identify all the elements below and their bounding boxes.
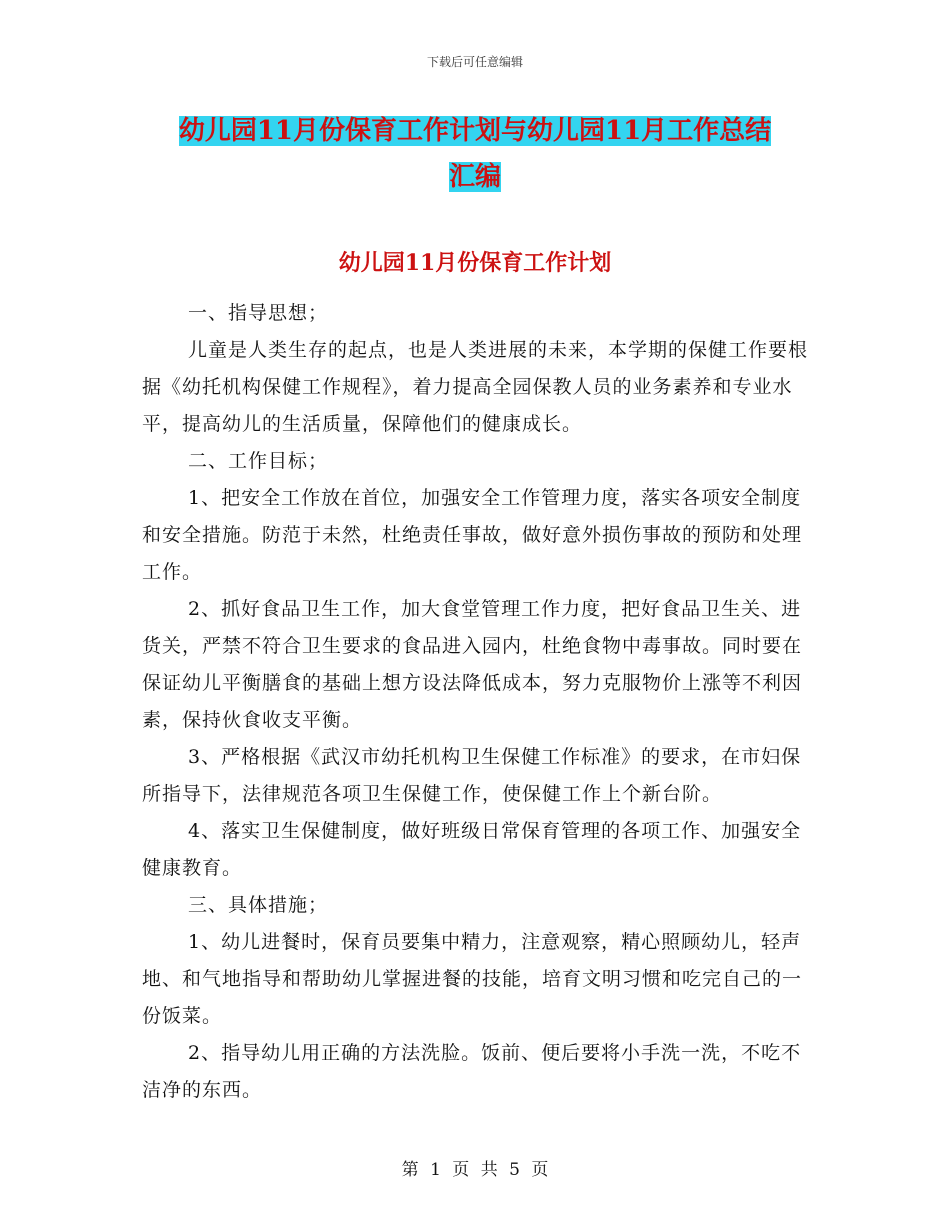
paragraph: 二、工作目标； xyxy=(188,450,329,472)
document-title xyxy=(140,108,810,200)
paragraph: 1、幼儿进餐时，保育员要集中精力，注意观察，精心照顾幼儿，轻声地、和气地指导和帮助幼儿掌握进餐的技能，培育文明习惯和吃完自己的一份饭菜。 xyxy=(142,931,803,1027)
paragraph: 2、指导幼儿用正确的方法洗脸。饭前、便后要将小手洗一洗，不吃不洁净的东西。 xyxy=(142,1042,802,1101)
paragraph: 一、指导思想； xyxy=(188,302,329,324)
document-title-line1: 幼儿园11月份保育工作计划与幼儿园11月工作总结 xyxy=(178,116,772,146)
paragraph: 2、抓好食品卫生工作，加大食堂管理工作力度，把好食品卫生关、进货关，严禁不符合卫生要求的食品进入园内，杜绝食物中毒事故。同时要在保证幼儿平衡膳食的基础上想方设法降低成本，努力克服物价上涨等不利因素，保持伙食收支平衡。 xyxy=(142,598,803,731)
section-title: 幼儿园11月份保育工作计划 xyxy=(338,250,612,276)
paragraph: 儿童是人类生存的起点，也是人类进展的未来，本学期的保健工作要根据《幼托机构保健工作规程》，着力提高全园保教人员的业务素养和专业水平，提高幼儿的生活质量，保障他们的健康成长。 xyxy=(142,339,809,435)
paragraph: 4、落实卫生保健制度，做好班级日常保育管理的各项工作、加强安全健康教育。 xyxy=(142,820,802,879)
document-title-line2: 汇编 xyxy=(448,162,501,192)
header-note: 下载后可任意编辑 xyxy=(426,55,523,69)
document-body xyxy=(142,295,812,1109)
paragraph: 3、严格根据《武汉市幼托机构卫生保健工作标准》的要求，在市妇保所指导下，法律规范各项卫生保健工作，使保健工作上个新台阶。 xyxy=(142,746,802,805)
page-footer: 第 1 页 共 5 页 xyxy=(401,1160,549,1180)
paragraph: 1、把安全工作放在首位，加强安全工作管理力度，落实各项安全制度和安全措施。防范于未然，杜绝责任事故，做好意外损伤事故的预防和处理工作。 xyxy=(142,487,803,583)
paragraph: 三、具体措施； xyxy=(188,894,329,916)
